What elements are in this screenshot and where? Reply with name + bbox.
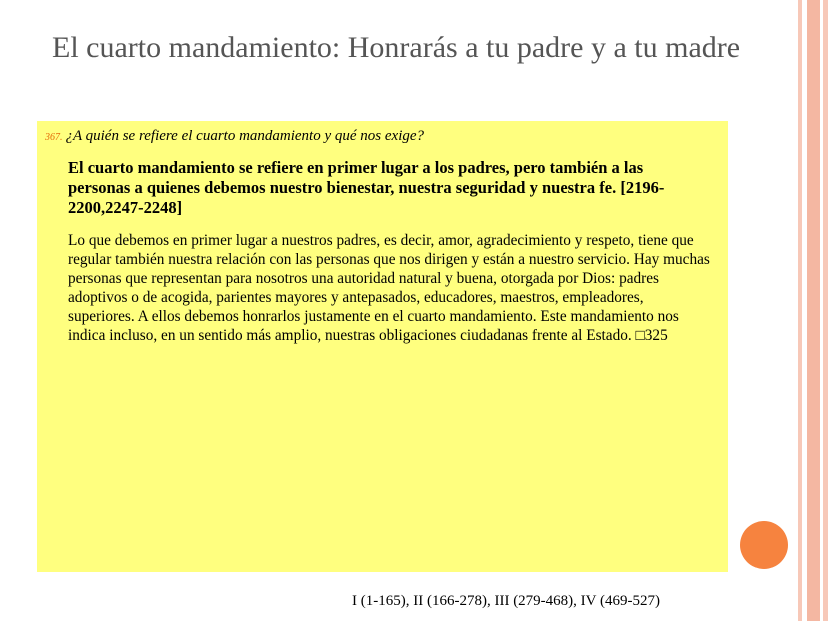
slide-title: El cuarto mandamiento: Honrarás a tu padre y a tu madre xyxy=(52,31,741,64)
accent-circle xyxy=(740,521,788,569)
footer-index: I (1-165), II (166-278), III (279-468), IV (469-527) xyxy=(352,593,660,609)
question-number: 367. xyxy=(45,132,63,143)
question xyxy=(45,126,715,148)
stripe xyxy=(823,0,828,621)
question-text: ¿A quién se refiere el cuarto mandamiento y qué nos exige? xyxy=(65,128,425,144)
body-text: Lo que debemos en primer lugar a nuestros padres, es decir, amor, agradecimiento y respeto, tiene que regular también nuestra relación con las personas que nos dirigen y están a nuestro servicio. Hay muchas personas que representan para nosotros una autoridad natural y buena, otorgada por Dios: padres adoptivos o de acogida, parientes mayores y antepasados, educadores, maestros, empleadores, superiores. A ellos debemos honrarlos justamente en el cuarto mandamiento. Este mandamiento nos indica incluso, en un sentido más amplio, nuestras obligaciones ciudadanas frente al Estado. □325 xyxy=(68,232,710,344)
content-panel xyxy=(37,121,728,572)
decorative-side-stripes xyxy=(798,0,828,621)
stripe xyxy=(807,0,820,621)
answer-text: El cuarto mandamiento se refiere en primer lugar a los padres, pero también a las personas a quienes debemos nuestro bienestar, nuestra seguridad y nuestra fe. [2196-2200,2247-2248] xyxy=(68,158,665,217)
